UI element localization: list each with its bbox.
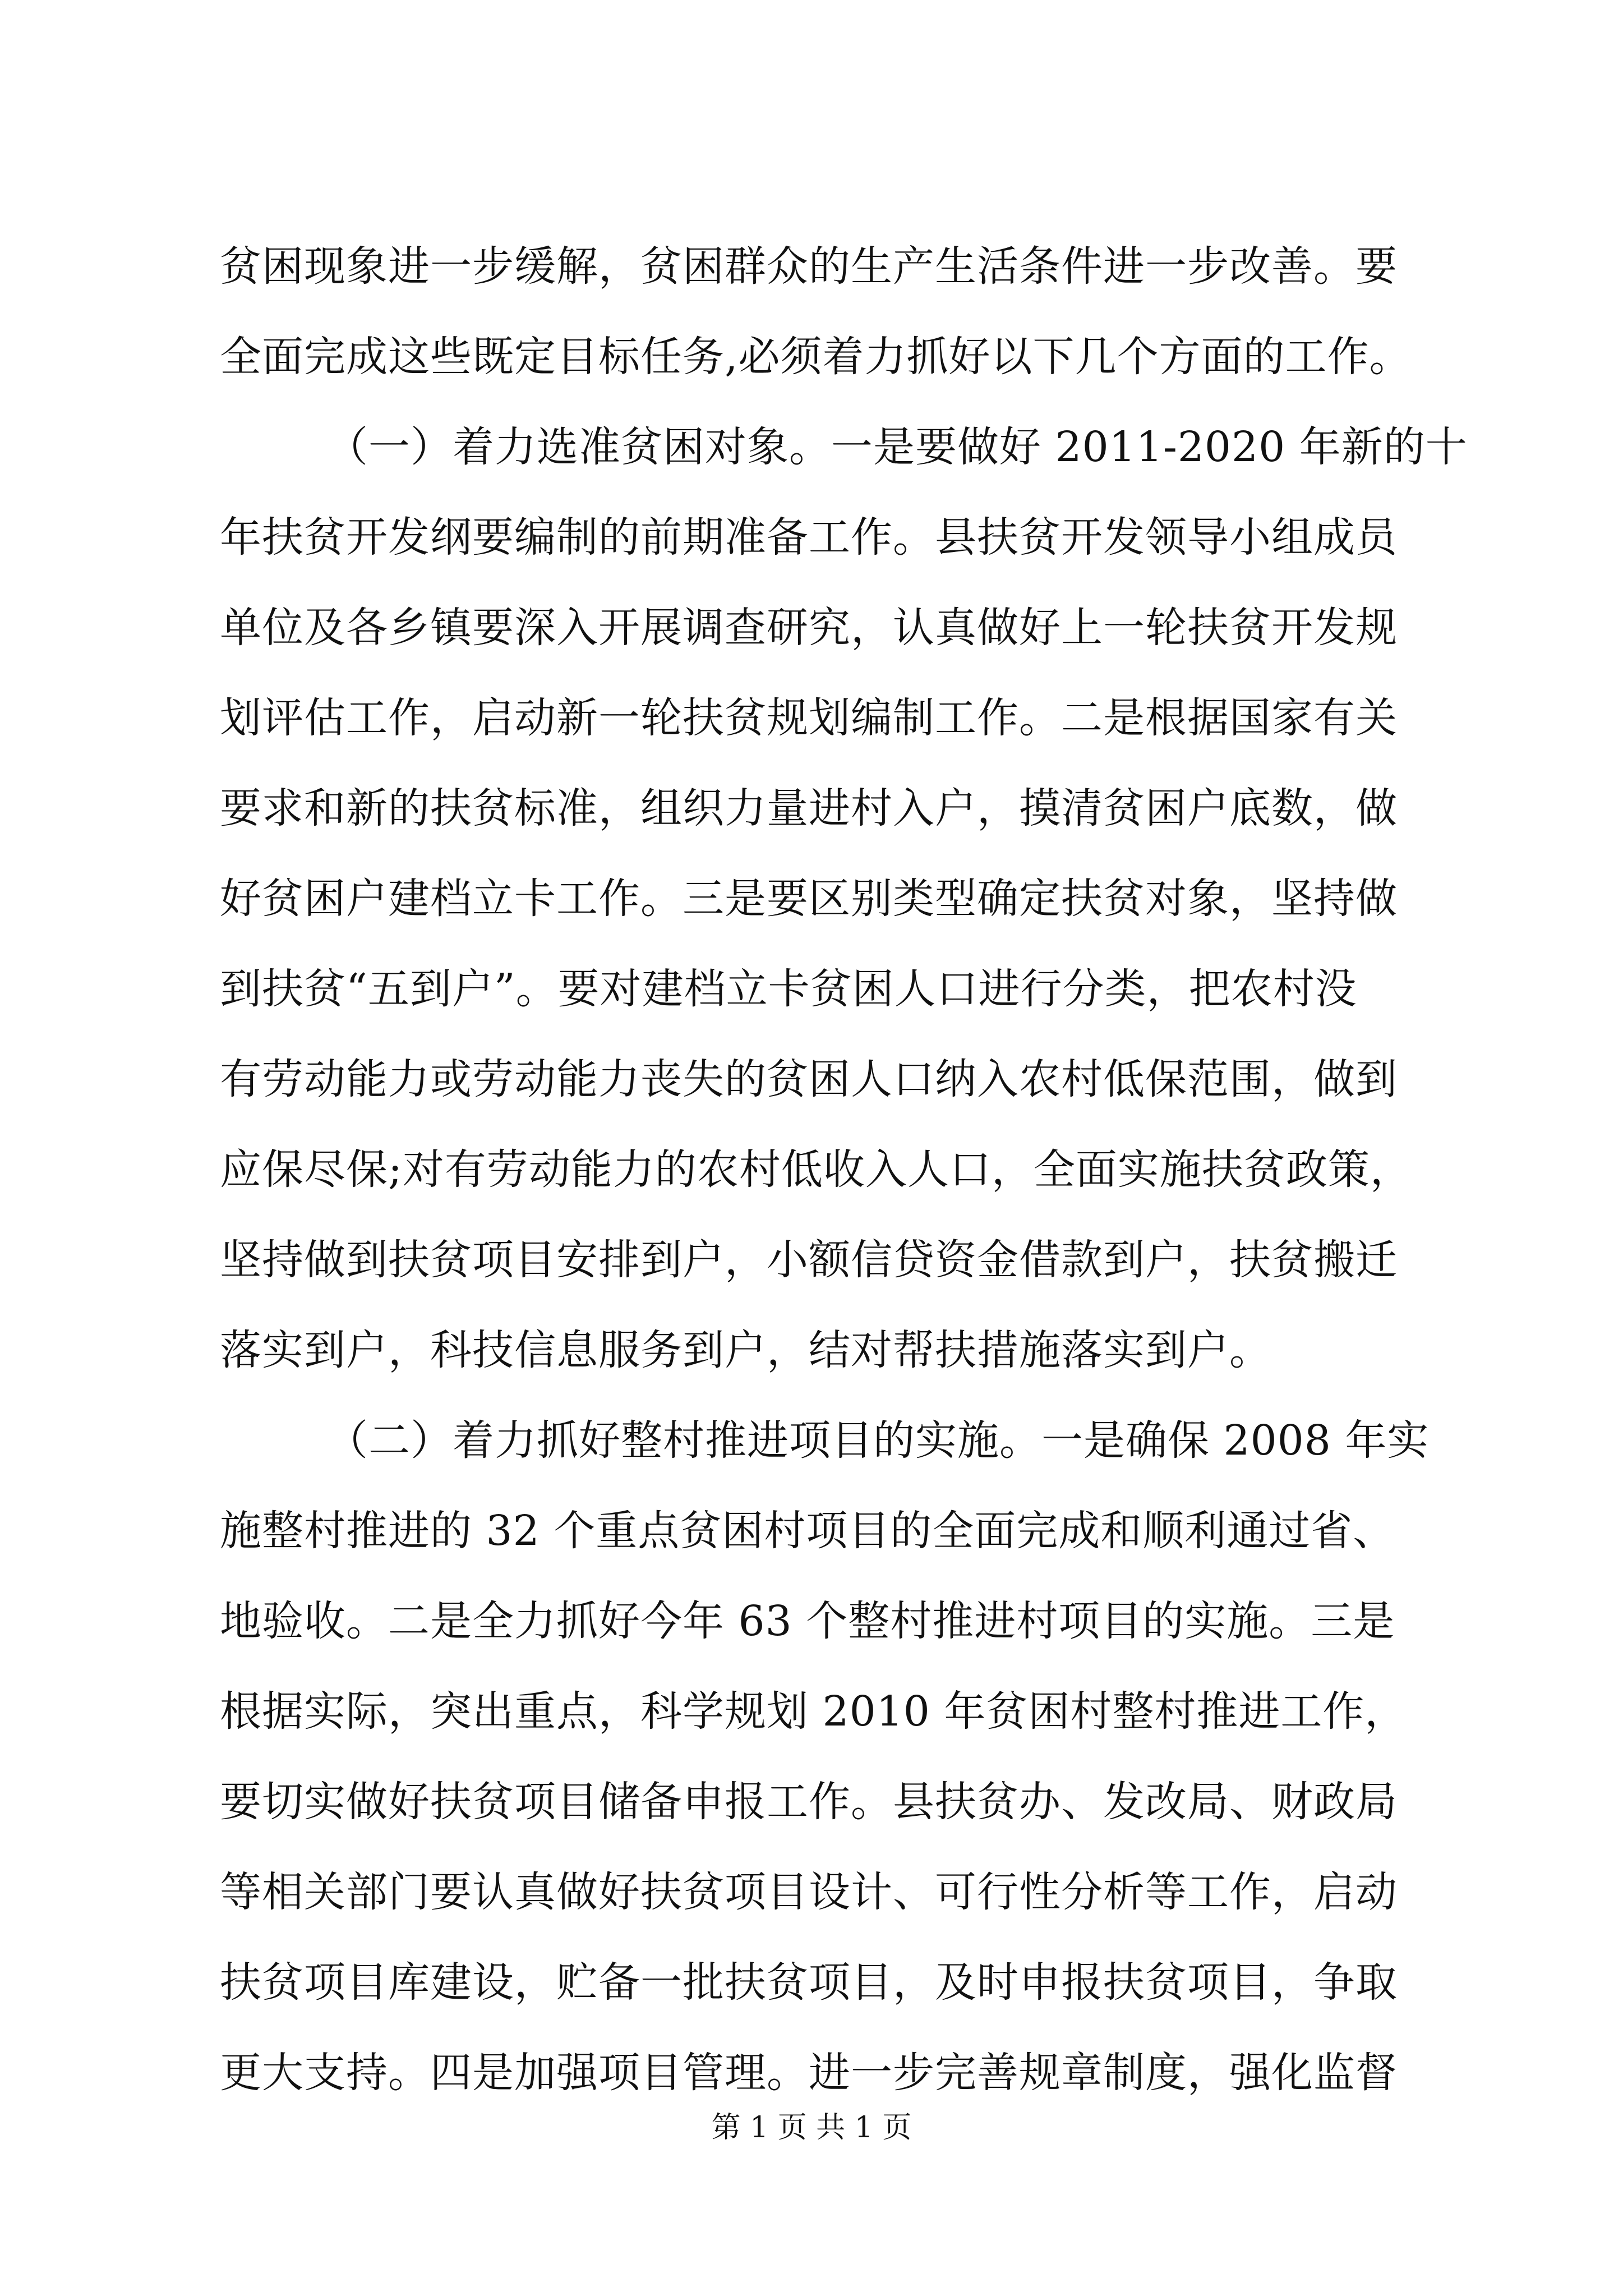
page-footer: 第 1 页 共 1 页 (711, 2111, 912, 2145)
text-line: 到扶贫“五到户”。要对建档立卡贫困人口进行分类，把农村没 (220, 965, 1357, 1013)
text-line: 全面完成这些既定目标任务,必须着力抓好以下几个方面的工作。 (220, 333, 1412, 381)
text-line: 年扶贫开发纲要编制的前期准备工作。县扶贫开发领导小组成员 (220, 513, 1398, 562)
text-line: 根据实际，突出重点，科学规划 2010 年贫困村整村推进工作， (220, 1687, 1407, 1736)
section-heading-line: （二）着力抓好整村推进项目的实施。一是确保 2008 年实 (326, 1416, 1430, 1465)
text-line: 要求和新的扶贫标准，组织力量进村入户，摸清贫困户底数，做 (220, 784, 1398, 832)
text-line: 贫困现象进一步缓解，贫困群众的生产生活条件进一步改善。要 (220, 242, 1398, 291)
text-line: 应保尽保;对有劳动能力的农村低收入人口，全面实施扶贫政策， (220, 1145, 1412, 1194)
text-line: 划评估工作，启动新一轮扶贫规划编制工作。二是根据国家有关 (220, 694, 1398, 742)
text-line: 有劳动能力或劳动能力丧失的贫困人口纳入农村低保范围，做到 (220, 1055, 1398, 1103)
text-line: 落实到户，科技信息服务到户，结对帮扶措施落实到户。 (220, 1326, 1271, 1374)
section-heading-line: （一）着力选准贫困对象。一是要做好 2011-2020 年新的十 (326, 423, 1468, 471)
document-body (220, 222, 1468, 2118)
text-line: 更大支持。四是加强项目管理。进一步完善规章制度，强化监督 (220, 2049, 1398, 2097)
text-line: 坚持做到扶贫项目安排到户，小额信贷资金借款到户，扶贫搬迁 (220, 1236, 1398, 1284)
text-line: 扶贫项目库建设，贮备一批扶贫项目，及时申报扶贫项目，争取 (220, 1958, 1398, 2007)
text-line: 单位及各乡镇要深入开展调查研究，认真做好上一轮扶贫开发规 (220, 604, 1398, 652)
text-line: 等相关部门要认真做好扶贫项目设计、可行性分析等工作，启动 (220, 1868, 1398, 1916)
text-line: 好贫困户建档立卡工作。三是要区别类型确定扶贫对象，坚持做 (220, 875, 1398, 923)
text-line: 地验收。二是全力抓好今年 63 个整村推进村项目的实施。三是 (220, 1597, 1395, 1645)
text-line: 要切实做好扶贫项目储备申报工作。县扶贫办、发改局、财政局 (220, 1778, 1398, 1826)
text-line: 施整村推进的 32 个重点贫困村项目的全面完成和顺利通过省、 (220, 1507, 1395, 1555)
